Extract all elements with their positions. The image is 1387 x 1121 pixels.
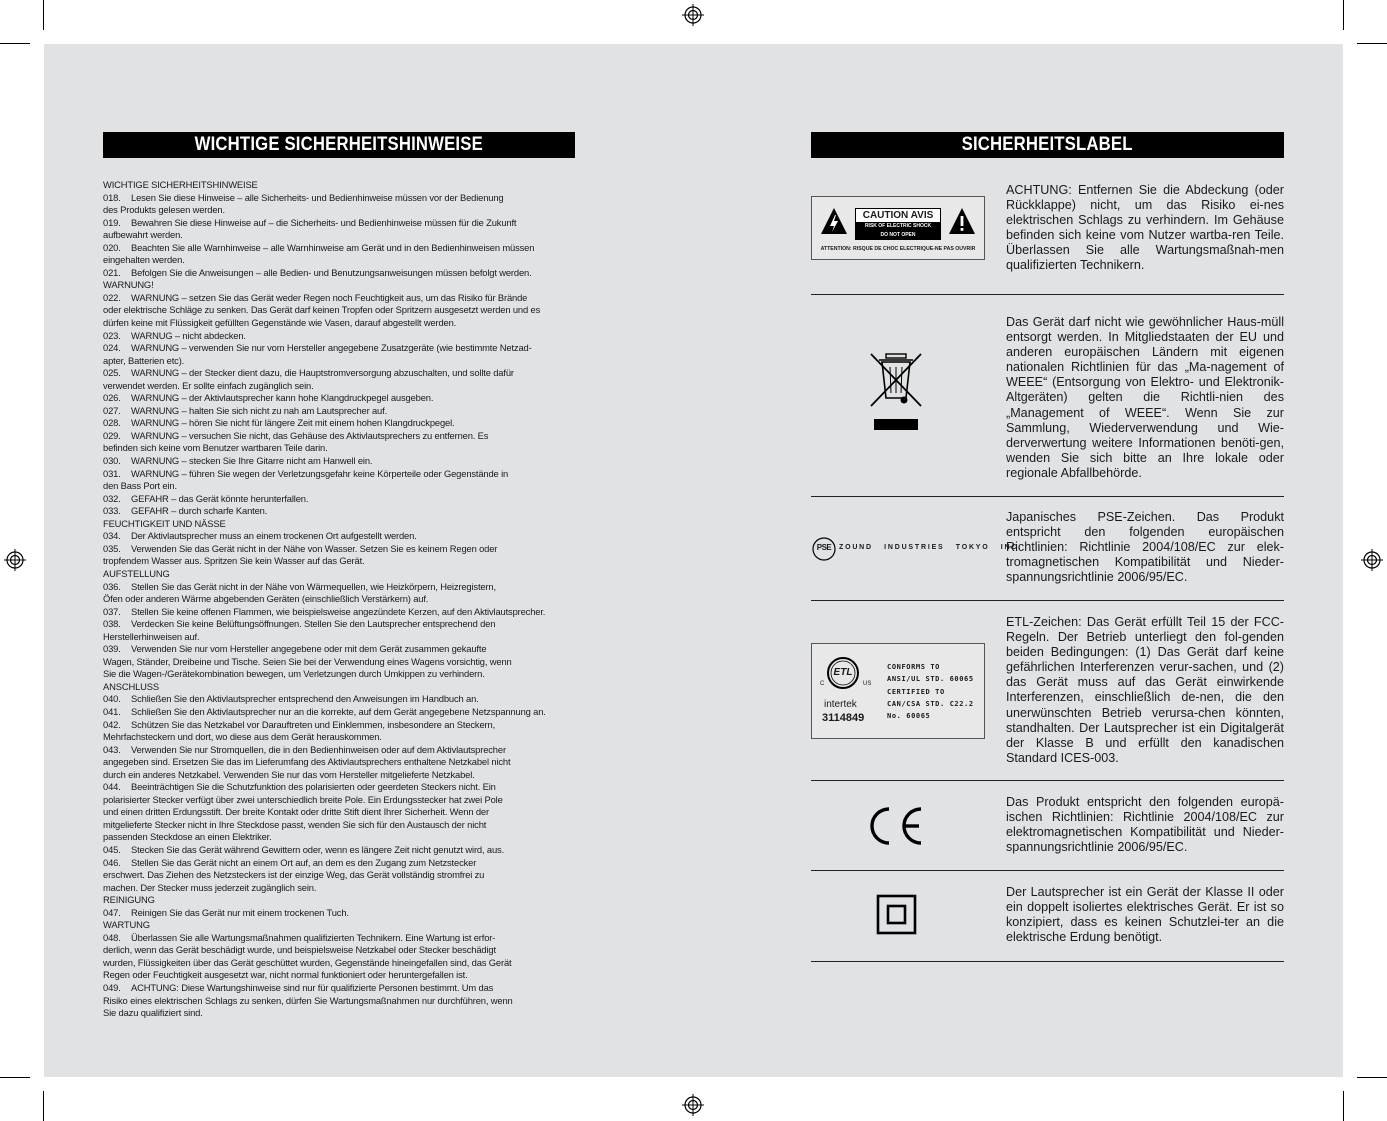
instruction-text: verwendet werden. Er sollte einfach zugänglich sein. — [103, 379, 314, 391]
instruction-text: Schließen Sie den Aktivlautsprecher entsprechend den Anweisungen im Handbuch an. — [131, 693, 479, 705]
instruction-text: WARNUG – nicht abdecken. — [131, 329, 246, 341]
instruction-line — [103, 455, 575, 468]
instruction-line — [103, 518, 575, 531]
instruction-text: tropfendem Wasser aus. Spritzen Sie kein Wasser auf das Gerät. — [103, 555, 365, 567]
registration-mark-icon — [682, 4, 704, 26]
instruction-text: des Produkts gelesen werden. — [103, 204, 225, 216]
instruction-text: Lesen Sie diese Hinweise – alle Sicherheits- und Bedienhinweise müssen vor der Bedienung — [131, 191, 504, 203]
instruction-line — [103, 229, 575, 242]
instruction-line — [103, 392, 575, 405]
caution-bottom-text: ATTENTION: RISQUE DE CHOC ELECTRIQUE-NE PAS OUVRIR — [820, 246, 976, 252]
instruction-text: dürfen keine mit Flüssigkeit gefüllten Gegenstände wie Vasen, darauf abgestellt werden. — [103, 317, 457, 329]
instruction-line — [103, 204, 575, 217]
pse-mark — [811, 536, 1022, 562]
instruction-text: wurden, Flüssigkeiten über das Gerät geschüttet wurden, Gegenstände hineingefallen sind, das Gerät — [103, 956, 512, 968]
instruction-line — [103, 405, 575, 418]
instruction-number: 032. — [103, 492, 121, 504]
label-row-ce — [811, 780, 1284, 871]
instruction-line — [103, 643, 575, 656]
crop-mark — [43, 1091, 44, 1121]
label-row-weee — [811, 294, 1284, 497]
instruction-text: WARNUNG – hören Sie nicht für längere Zeit mit einem hohen Klangdruckpegel. — [131, 417, 455, 429]
instruction-line — [103, 668, 575, 681]
instruction-line — [103, 192, 575, 205]
instruction-line — [103, 317, 575, 330]
instruction-line — [103, 493, 575, 506]
instruction-text: Risiko eines elektrischen Schlags zu senken, dürfen Sie Wartungsmaßnahmen nur durchführen, wenn — [103, 994, 513, 1006]
instruction-line — [103, 982, 575, 995]
instruction-line — [103, 744, 575, 757]
instruction-number: 022. — [103, 291, 121, 303]
instruction-line — [103, 505, 575, 518]
crop-mark — [0, 1077, 30, 1078]
instruction-number: 046. — [103, 856, 121, 868]
instruction-line — [103, 330, 575, 343]
pse-description: Japanisches PSE-Zeichen. Das Produkt entspricht den folgenden europäischen Richtlinien: Richtlinie 2004/108/EC zur elek-tromagnetischen Kompatibilität und Nieder-spannungsrichtlinie 2006/95/EC. — [1006, 510, 1284, 585]
instruction-number: 034. — [103, 530, 121, 542]
instruction-line — [103, 480, 575, 493]
instruction-text: Schützen Sie das Netzkabel vor Darauftreten und Einklemmen, insbesondere an Steckern, — [131, 718, 496, 730]
instruction-line — [103, 254, 575, 267]
pse-mark-text: PSE — [816, 543, 832, 552]
crop-mark — [1357, 43, 1387, 44]
instruction-number: 021. — [103, 266, 121, 278]
registration-mark-icon — [682, 1094, 704, 1116]
instruction-line — [103, 781, 575, 794]
instruction-number: 039. — [103, 643, 121, 655]
caution-title: CAUTION AVIS — [855, 208, 941, 223]
instruction-line — [103, 242, 575, 255]
instruction-line — [103, 969, 575, 982]
instruction-number: 040. — [103, 693, 121, 705]
instruction-text: Mehrfachsteckern und dort, wo diese aus dem Gerät herauskommen. — [103, 731, 382, 743]
instruction-text: Stecken Sie das Gerät während Gewittern oder, wenn es längere Zeit nicht genutzt wird, aus. — [131, 843, 505, 855]
label-row-class-ii — [811, 870, 1284, 962]
pse-company: ZOUND INDUSTRIES TOKYO INC. — [839, 544, 1022, 551]
instruction-number: 026. — [103, 392, 121, 404]
instruction-number: 029. — [103, 429, 121, 441]
instruction-text: derlich, wenn das Gerät beschädigt wurde, und beispielsweise Netzkabel oder Stecker beschädigt — [103, 944, 496, 956]
warning-lightning-icon — [820, 207, 848, 235]
instruction-number: 031. — [103, 467, 121, 479]
crop-mark — [1343, 1091, 1344, 1121]
instruction-number: 018. — [103, 191, 121, 203]
ce-description: Das Produkt entspricht den folgenden europä-ischen Richtlinien: Richtlinie 2004/108/EC zur elektromagnetischen Kompatibilität und Nieder-spannungsrichtlinie 2006/95/EC. — [1006, 795, 1284, 855]
instruction-text: Überlassen Sie alle Wartungsmaßnahmen qualifizierten Technikern. Eine Wartung ist erfor- — [131, 931, 496, 943]
instruction-text: Sie dazu qualifiziert sind. — [103, 1007, 203, 1019]
instruction-line — [103, 995, 575, 1008]
instruction-number: 030. — [103, 455, 121, 467]
label-row-caution — [811, 181, 1284, 295]
instruction-text: WARNUNG – führen Sie wegen der Verletzungsgefahr keine Körperteile oder Gegenstände in — [131, 467, 509, 479]
instruction-text: Der Aktivlautsprecher muss an einem trockenen Ort aufgestellt werden. — [131, 530, 417, 542]
instruction-text: apter, Batterien etc). — [103, 354, 185, 366]
instruction-line — [103, 606, 575, 619]
instruction-line — [103, 530, 575, 543]
instruction-text: durch ein anderes Netzkabel. Verwenden Sie nur das vom Hersteller mitgelieferte Netzkabel. — [103, 768, 475, 780]
instruction-text: Befolgen Sie die Anweisungen – alle Bedien- und Benutzungsanweisungen müssen befolgt werden. — [131, 266, 532, 278]
instruction-number: 028. — [103, 417, 121, 429]
instruction-number: 042. — [103, 718, 121, 730]
instruction-line — [103, 342, 575, 355]
instruction-line — [103, 568, 575, 581]
instruction-line — [103, 543, 575, 556]
instruction-line — [103, 442, 575, 455]
instruction-line — [103, 279, 575, 292]
instruction-line — [103, 706, 575, 719]
etl-us: US — [863, 681, 872, 687]
instruction-line — [103, 919, 575, 932]
instruction-text: Schließen Sie den Aktivlautsprecher nur an die korrekte, auf dem Gerät angegebene Netzspannung an. — [131, 705, 546, 717]
instruction-text: und einen dritten Erdungsstift. Der breite Kontakt oder dritte Stift dient Ihrer Sicherheit. Wenn der — [103, 806, 489, 818]
instruction-text: ACHTUNG: Diese Wartungshinweise sind nur für qualifizierte Personen bestimmt. Um das — [131, 982, 494, 993]
instruction-line — [103, 882, 575, 895]
instruction-number: 038. — [103, 618, 121, 630]
caution-line-2: DO NOT OPEN — [855, 231, 941, 240]
left-page-header: WICHTIGE SICHERHEITSHINWEISE — [103, 132, 575, 158]
instruction-text: WARNUNG – stecken Sie Ihre Gitarre nicht am Hanwell ein. — [131, 455, 373, 467]
weee-crossed-bin-icon — [811, 352, 983, 432]
instruction-text: FEUCHTIGKEIT UND NÄSSE — [103, 517, 226, 529]
crop-mark — [1357, 1077, 1387, 1078]
instruction-text: WICHTIGE SICHERHEITSHINWEISE — [103, 179, 258, 190]
instruction-line — [103, 367, 575, 380]
instruction-line — [103, 957, 575, 970]
instruction-text: Öfen oder anderen Wärme abgebenden Geräten (einschließlich Verstärkern) auf. — [103, 593, 429, 605]
instruction-number: 049. — [103, 982, 121, 993]
intertek-text: intertek — [824, 699, 857, 710]
instruction-line — [103, 304, 575, 317]
instruction-line — [103, 1007, 575, 1020]
instruction-line — [103, 656, 575, 669]
instruction-text: AUFSTELLUNG — [103, 567, 170, 579]
instruction-line — [103, 831, 575, 844]
instruction-line — [103, 894, 575, 907]
instruction-number: 036. — [103, 580, 121, 592]
instruction-number: 020. — [103, 241, 121, 253]
instruction-line — [103, 468, 575, 481]
instruction-text: REINIGUNG — [103, 894, 155, 906]
instruction-line — [103, 944, 575, 957]
instruction-line — [103, 932, 575, 945]
instruction-text: den Bass Port ein. — [103, 480, 177, 492]
instruction-line — [103, 267, 575, 280]
instruction-text: Reinigen Sie das Gerät nur mit einem trockenen Tuch. — [131, 906, 349, 918]
registration-mark-icon — [4, 549, 26, 571]
instruction-text: Beeinträchtigen Sie die Schutzfunktion des polarisierten oder geerdeten Steckers nicht. Ein — [131, 781, 496, 793]
instruction-text: aufbewahrt werden. — [103, 229, 183, 241]
instruction-line — [103, 719, 575, 732]
instruction-text: Verdecken Sie keine Belüftungsöffnungen. Stellen Sie den Lautsprecher entsprechend den — [131, 618, 496, 630]
label-row-pse — [811, 496, 1284, 601]
instruction-text: angegeben sind. Ersetzen Sie das im Lieferumfang des Aktivlautsprechers enthaltene Netzkabel nicht — [103, 756, 511, 768]
instruction-line — [103, 631, 575, 644]
instruction-text: Stellen Sie keine offenen Flammen, wie beispielsweise angezündete Kerzen, auf den Aktivlautsprecher. — [131, 605, 546, 617]
caution-label — [811, 196, 985, 260]
class-ii-description: Der Lautsprecher ist ein Gerät der Klasse II oder ein doppelt isoliertes elektrisches Gerät. Er ist so konzipiert, dass es keinen Schutzlei-ter an die elektrische Erdung benötigt. — [1006, 885, 1284, 945]
etl-mark-text: ETL — [833, 667, 853, 678]
instruction-line — [103, 217, 575, 230]
instruction-line — [103, 355, 575, 368]
instruction-line — [103, 555, 575, 568]
instruction-text: Wagen, Ständer, Dreibeine und Tische. Seien Sie bei der Verwendung eines Wagens vorsichtig, wenn — [103, 655, 512, 667]
crop-mark — [1343, 0, 1344, 30]
etl-number: 3114849 — [822, 712, 865, 724]
instruction-line — [103, 593, 575, 606]
instruction-text: polarisierter Stecker verfügt über zwei unterschiedlich breite Pole. Ein Erdungsstecker hat zwei Pole — [103, 793, 503, 805]
instruction-number: 045. — [103, 843, 121, 855]
instruction-text: Verwenden Sie nur Stromquellen, die in den Bedienhinweisen oder auf dem Aktivlautsprecher — [131, 743, 506, 755]
instruction-line — [103, 380, 575, 393]
instruction-number: 048. — [103, 931, 121, 943]
instruction-number: 023. — [103, 329, 121, 341]
etl-conforms: CONFORMS TO ANSI/UL STD. 60065 CERTIFIED TO CAN/CSA STD. C22.2 No. 60065 — [887, 663, 974, 721]
instruction-line — [103, 731, 575, 744]
instruction-text: WARNUNG – der Aktivlautsprecher kann hohe Klangdruckpegel ausgeben. — [131, 392, 434, 404]
instruction-text: Herstellerhinweisen auf. — [103, 630, 200, 642]
instruction-line — [103, 907, 575, 920]
instruction-number: 025. — [103, 367, 121, 379]
caution-line-1: RISK OF ELECTRIC SHOCK — [855, 222, 941, 231]
instruction-line — [103, 292, 575, 305]
instruction-line — [103, 769, 575, 782]
instruction-text: befinden sich keine vom Benutzer wartbaren Teile darin. — [103, 442, 328, 454]
instruction-text: WARTUNG — [103, 919, 150, 931]
instruction-number: 047. — [103, 906, 121, 918]
instruction-text: passenden Steckdose an einen Elektriker. — [103, 831, 272, 843]
instruction-number: 035. — [103, 542, 121, 554]
instruction-number: 043. — [103, 743, 121, 755]
right-page-header: SICHERHEITSLABEL — [811, 132, 1284, 158]
crop-mark — [43, 0, 44, 30]
instruction-number: 033. — [103, 505, 121, 517]
instruction-text: WARNUNG – der Stecker dient dazu, die Hauptstromversorgung abzuschalten, und sollte dafür — [131, 367, 514, 379]
instruction-text: oder elektrische Schläge zu senken. Das Gerät darf keinen Tropfen oder Spritzern ausgesetzt werden und es — [103, 304, 541, 316]
instruction-text: Stellen Sie das Gerät nicht in der Nähe von Wärmequellen, wie Heizkörpern, Heizregistern, — [131, 580, 496, 592]
warning-exclamation-icon — [948, 207, 976, 235]
instruction-text: GEFAHR – durch scharfe Kanten. — [131, 505, 268, 517]
instruction-line — [103, 681, 575, 694]
instruction-text: Stellen Sie das Gerät nicht an einem Ort auf, an dem es den Zugang zum Netzstecker — [131, 856, 477, 868]
instruction-number: 041. — [103, 705, 121, 717]
instruction-line — [103, 857, 575, 870]
etl-description: ETL-Zeichen: Das Gerät erfüllt Teil 15 der FCC-Regeln. Der Betrieb unterliegt den fol-genden beiden Bedingungen: (1) Das Gerät darf keine gefährlichen Interferenzen verur-sachen, und (2) das Gerät muss auf das Gerät einwirkende Interferenzen, einschließlich de-nen, die den unerwünschten Betrieb verursa-chen könnten, standhalten. Der Lautsprecher ist ein Digitalgerät der Klasse B und erfüllt den kanadischen Standard ICES-003. — [1006, 615, 1284, 765]
instruction-text: WARNUNG – verwenden Sie nur vom Hersteller angegebene Zusatzgeräte (wie bestimmte Netzad- — [131, 342, 532, 354]
safety-instructions-text — [103, 179, 575, 1020]
instruction-line — [103, 417, 575, 430]
double-insulation-icon — [811, 894, 983, 936]
instruction-line — [103, 819, 575, 832]
instruction-text: Verwenden Sie das Gerät nicht in der Nähe von Wasser. Setzen Sie es keinem Regen oder — [131, 542, 498, 554]
instruction-line — [103, 581, 575, 594]
instruction-number: 019. — [103, 216, 121, 228]
instruction-number: 024. — [103, 342, 121, 354]
instruction-text: Bewahren Sie diese Hinweise auf – die Sicherheits- und Bedienhinweise müssen für die Zukunft — [131, 216, 517, 228]
instruction-line — [103, 179, 575, 192]
instruction-text: WARNUNG – versuchen Sie nicht, das Gehäuse des Aktivlautsprechers zu entfernen. Es — [131, 429, 489, 441]
instruction-text: erschwert. Das Ziehen des Netzsteckers ist der einzige Weg, das Gerät vollständig stromfrei zu — [103, 869, 485, 881]
instruction-number: 027. — [103, 404, 121, 416]
instruction-text: Sie die Wagen-/Gerätekombination bewegen, um Verletzungen durch Umkippen zu verhindern. — [103, 668, 485, 680]
label-row-etl — [811, 600, 1284, 781]
crop-mark — [0, 43, 30, 44]
ce-mark-icon — [811, 806, 983, 846]
instruction-text: ANSCHLUSS — [103, 680, 159, 692]
instruction-line — [103, 869, 575, 882]
instruction-text: machen. Der Stecker muss jederzeit zugänglich sein. — [103, 881, 317, 893]
etl-label — [811, 643, 985, 739]
instruction-line — [103, 794, 575, 807]
instruction-text: eingehalten werden. — [103, 254, 185, 266]
instruction-line — [103, 430, 575, 443]
etl-c: C — [820, 681, 825, 687]
instruction-line — [103, 756, 575, 769]
instruction-text: GEFAHR – das Gerät könnte herunterfallen. — [131, 492, 309, 504]
instruction-number: 044. — [103, 781, 121, 793]
instruction-text: WARNUNG – halten Sie sich nicht zu nah am Lautsprecher auf. — [131, 404, 388, 416]
instruction-number: 037. — [103, 605, 121, 617]
caution-description: ACHTUNG: Entfernen Sie die Abdeckung (oder Rückklappe) nicht, um das Risiko ei-nes elektrischen Schlags zu verhindern. Im Gehäuse befinden sich keine vom Nutzer wartba-ren Teile. Überlassen Sie alle Wartungsmaßnah-men qualifizierten Technikern. — [1006, 183, 1284, 273]
instruction-text: mitgelieferte Stecker nicht in Ihre Steckdose passt, wenden Sie sich für den Austausch der nicht — [103, 818, 487, 830]
instruction-text: Beachten Sie alle Warnhinweise – alle Warnhinweise am Gerät und in den Bedienhinweisen müssen — [131, 241, 535, 253]
instruction-line — [103, 844, 575, 857]
instruction-text: Regen oder Feuchtigkeit ausgesetzt war, nicht normal funktioniert oder heruntergefallen ist. — [103, 969, 468, 981]
instruction-line — [103, 806, 575, 819]
instruction-line — [103, 618, 575, 631]
instruction-text: Verwenden Sie nur vom Hersteller angegebene oder mit dem Gerät zusammen gekaufte — [131, 643, 487, 655]
registration-mark-icon — [1361, 549, 1383, 571]
instruction-text: WARNUNG – setzen Sie das Gerät weder Regen noch Feuchtigkeit aus, um das Risiko für Brände — [131, 291, 528, 303]
instruction-text: WARNUNG! — [103, 279, 154, 291]
weee-description: Das Gerät darf nicht wie gewöhnlicher Haus-müll entsorgt werden. In Mitgliedstaaten der EU und anderen europäischen Ländern mit eigenen nationalen Richtlinien für das „Ma-nagement of WEEE“ (Entsorgung von Elektro- und Elektronik-Altgeräten) gelten die Richtli-nien des „Management of WEEE“. Wenn Sie zur Sammlung, Wiederverwendung und Wie-derverwertung weitere Informationen benöti-gen, wenden Sie sich bitte an Ihre lokale oder regionale Abfallbehörde. — [1006, 315, 1284, 480]
instruction-line — [103, 693, 575, 706]
